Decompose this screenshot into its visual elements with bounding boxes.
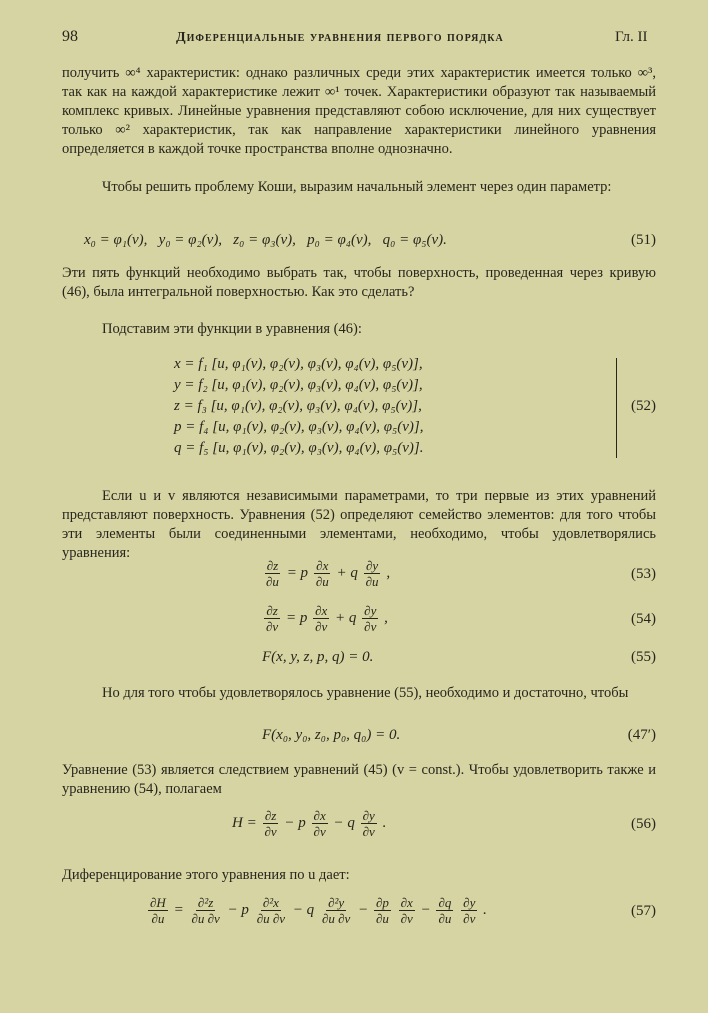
- paragraph: Если u и v являются независимыми параметрами, то три первые из этих уравнений представляют поверхность. Уравнения (52) определяют семейство элементов: для того чтобы эти элементы были соединенными элементами, необходимо, чтобы удовлетворялись уравнения:: [62, 488, 656, 561]
- page-number: 98: [62, 28, 78, 45]
- paragraph: Но для того чтобы удовлетворялось уравнение (55), необходимо и достаточно, чтобы: [102, 685, 629, 701]
- paragraph: Эти пять функций необходимо выбрать так, чтобы поверхность, проведенная через кривую (46), была интегральной поверхностью. Как это сделать?: [62, 265, 656, 300]
- equation-47-prime: F(x₀, y₀, z₀, p₀, q₀) = 0. (47′): [262, 727, 656, 743]
- paragraph: Чтобы решить проблему Коши, выразим начальный элемент через один параметр:: [102, 179, 612, 195]
- paragraph: Подставим эти функции в уравнения (46):: [102, 321, 362, 337]
- paragraph: Диференцирование этого уравнения по u дает:: [62, 867, 350, 883]
- equation-56: H = $\frac{\partial z}{\partial v}$ − p $\frac{\partial x}{\partial v}$ − q $\frac{\partial y}{\partial v}$ . (56): [232, 808, 656, 839]
- brace: [610, 358, 617, 458]
- paragraph: получить ∞⁴ характеристик: однако различных среди этих характеристик имеется только ∞³, так как на каждой характеристике лежит ∞¹ точек. Характеристики образуют так называемый комплекс кривых. Линейные уравнения представляют собою исключение, для них существует только ∞² характеристик, так как направление характеристики линейного уравнения определяется в каждой точке пространства вполне однозначно.: [62, 65, 656, 157]
- equation-53: $\frac{\partial z}{\partial u}$ = p $\frac{\partial x}{\partial u}$ + q $\frac{\partial y}{\partial u}$ , (53): [266, 558, 656, 589]
- running-title: Диференциальные уравнения первого порядка: [176, 30, 504, 45]
- equation-57: $\frac{\partial H}{\partial u}$ = $\frac{\text{∂²z}}{\partial u \partial v}$ − p $\frac{\text{∂²x}}{\partial u \partial v}$ − q $\frac{\text{∂²y}}{\partial u \partial v}$ − $\frac{\partial p}{\partial u}$ $\frac{\partial x}{\partial v}$ − $\frac{\partial q}{\partial u}$ $\frac{\partial y}{\partial v}$ . (57): [150, 895, 656, 926]
- chapter-label: Гл. II: [615, 29, 648, 45]
- paragraph: Уравнение (53) является следствием уравнений (45) (v = const.). Чтобы удовлетворить также и уравнению (54), полагаем: [62, 762, 656, 797]
- equation-51: x₀ = φ₁(v), y₀ = φ₂(v), z₀ = φ₃(v), p₀ = φ₄(v), q₀ = φ₅(v). (51): [84, 232, 656, 248]
- equation-55: F(x, y, z, p, q) = 0. (55): [262, 649, 656, 665]
- equation-54: $\frac{\partial z}{\partial v}$ = p $\frac{\partial x}{\partial v}$ + q $\frac{\partial y}{\partial v}$ , (54): [266, 603, 656, 634]
- equation-52: x = f₁ [u, φ₁(v), φ₂(v), φ₃(v), φ₄(v), φ₅(v)], y = f₂ [u, φ₁(v), φ₂(v), φ₃(v), φ₄(v), φ₅(v)], z = f₃ [u, φ₁(v), φ₂(v), φ₃(v), φ₄(v), φ₅(v)], p = f₄ [u, φ₁(v), φ₂(v), φ₃(v), φ₄(v), φ₅(v)], q = f₅ [u, φ₁(v), φ₂(v), φ₃(v), φ₄(v), φ₅(v)]. (52): [174, 356, 656, 456]
